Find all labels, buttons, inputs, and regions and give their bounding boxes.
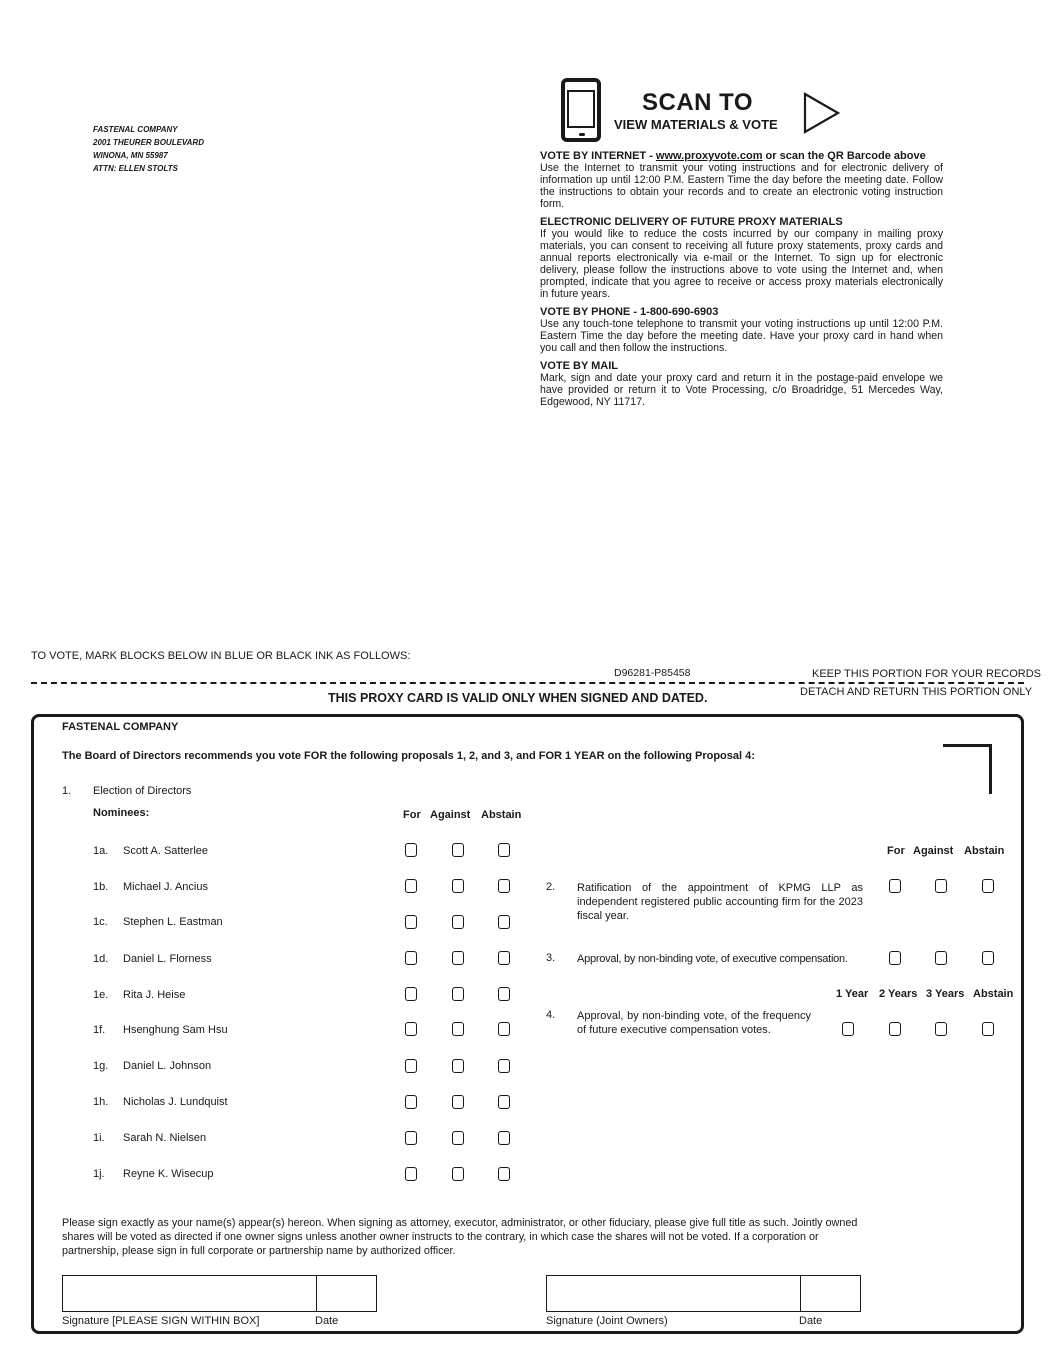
nominee-abstain-checkbox[interactable] (498, 879, 510, 893)
nominee-against-checkbox[interactable] (452, 1131, 464, 1145)
nominee-abstain-checkbox[interactable] (498, 1095, 510, 1109)
against-header: Against (430, 809, 471, 821)
smartphone-icon (561, 78, 601, 142)
two-years-header: 2 Years (879, 988, 918, 1000)
proposal3-against-checkbox[interactable] (935, 951, 947, 965)
ink-instruction: TO VOTE, MARK BLOCKS BELOW IN BLUE OR BLACK INK AS FOLLOWS: (31, 650, 411, 662)
board-recommendation: The Board of Directors recommends you vote FOR the following proposals 1, 2, and 3, and FOR 1 YEAR on the following Proposal 4: (62, 750, 755, 762)
joint-date-divider (800, 1276, 801, 1311)
nominee-id: 1a. (93, 845, 109, 857)
scan-subtitle: VIEW MATERIALS & VOTE (614, 117, 778, 132)
proposal4-three-years-checkbox[interactable] (935, 1022, 947, 1036)
signing-instructions: Please sign exactly as your name(s) appear(s) hereon. When signing as attorney, executor, administrator, or other fiduciary, please give full title as such. Jointly owned shares will be voted as directed if one owner signs unless another owner instructs to the contrary, in which case the shares will not be voted. If a corporation or partnership, please sign in full corporate or partnership name by authorized officer. (62, 1217, 858, 1257)
nominee-against-checkbox[interactable] (452, 1167, 464, 1181)
proposal1-text: Election of Directors (93, 785, 192, 797)
corner-mark (943, 744, 992, 794)
joint-signature-box[interactable] (546, 1275, 861, 1312)
nominee-for-checkbox[interactable] (405, 951, 417, 965)
return-address-line: WINONA, MN 55987 (93, 151, 168, 160)
phone-heading: VOTE BY PHONE - 1-800-690-6903 (540, 306, 719, 318)
mail-body: Mark, sign and date your proxy card and return it in the postage-paid envelope we have provided or return it to Vote Processing, c/o Broadridge, 51 Mercedes Way, Edgewood, NY 11717. (540, 372, 943, 408)
nominee-against-checkbox[interactable] (452, 1059, 464, 1073)
nominee-for-checkbox[interactable] (405, 915, 417, 929)
return-address-line: ATTN: ELLEN STOLTS (93, 164, 178, 173)
signature-box[interactable] (62, 1275, 377, 1312)
nominee-abstain-checkbox[interactable] (498, 1022, 510, 1036)
nominee-name: Daniel L. Florness (123, 953, 212, 965)
nominee-name: Hsenghung Sam Hsu (123, 1024, 228, 1036)
phone-body: Use any touch-tone telephone to transmit your voting instructions up until 12:00 P.M. Eastern Time the day before the meeting date. Have your proxy card in hand when you call and then follow the instructions. (540, 318, 943, 354)
proposal4-one-year-checkbox[interactable] (842, 1022, 854, 1036)
nominee-for-checkbox[interactable] (405, 1022, 417, 1036)
joint-date-label: Date (799, 1315, 823, 1327)
abstain-header: Abstain (481, 809, 522, 821)
three-years-header: 3 Years (926, 988, 965, 1000)
detach-line (31, 682, 1024, 684)
proposal3-number: 3. (546, 952, 556, 964)
keep-portion-label: KEEP THIS PORTION FOR YOUR RECORDS (812, 668, 1042, 680)
nominee-name: Scott A. Satterlee (123, 845, 208, 857)
proposal4-text: Approval, by non-binding vote, of the frequency of future executive compensation votes. (577, 1010, 811, 1036)
nominee-id: 1h. (93, 1096, 109, 1108)
proposal2-for-checkbox[interactable] (889, 879, 901, 893)
freq-abstain-header: Abstain (973, 988, 1014, 1000)
nominee-id: 1d. (93, 953, 109, 965)
proposal1-number: 1. (62, 785, 72, 797)
internet-heading: VOTE BY INTERNET - www.proxyvote.com or scan the QR Barcode above (540, 150, 926, 162)
nominee-for-checkbox[interactable] (405, 1059, 417, 1073)
nominee-id: 1b. (93, 881, 109, 893)
play-arrow-icon (803, 92, 841, 134)
nominee-name: Michael J. Ancius (123, 881, 208, 893)
nominee-against-checkbox[interactable] (452, 915, 464, 929)
proxyvote-link[interactable]: www.proxyvote.com (655, 150, 763, 162)
nominee-id: 1e. (93, 989, 109, 1001)
p2-abstain-header: Abstain (964, 845, 1005, 857)
nominee-abstain-checkbox[interactable] (498, 987, 510, 1001)
valid-notice: THIS PROXY CARD IS VALID ONLY WHEN SIGNED AND DATED. (328, 691, 708, 705)
for-header: For (403, 809, 421, 821)
proposal3-abstain-checkbox[interactable] (982, 951, 994, 965)
p2-against-header: Against (913, 845, 954, 857)
nominee-abstain-checkbox[interactable] (498, 1131, 510, 1145)
nominee-id: 1j. (93, 1168, 105, 1180)
nominee-for-checkbox[interactable] (405, 987, 417, 1001)
nominee-for-checkbox[interactable] (405, 1167, 417, 1181)
return-address-line: FASTENAL COMPANY (93, 125, 178, 134)
nominee-name: Reyne K. Wisecup (123, 1168, 214, 1180)
nominee-for-checkbox[interactable] (405, 843, 417, 857)
return-address-line: 2001 THEURER BOULEVARD (93, 138, 204, 147)
proposal4-two-years-checkbox[interactable] (889, 1022, 901, 1036)
proposal3-text: Approval, by non-binding vote, of executive compensation. (577, 953, 848, 965)
nominee-against-checkbox[interactable] (452, 879, 464, 893)
internet-body: Use the Internet to transmit your voting instructions and for electronic delivery of information up until 12:00 P.M. Eastern Time the day before the meeting date. Follow the instructions to obtain your records and to create an electronic voting instruction form. (540, 162, 943, 210)
nominee-id: 1g. (93, 1060, 109, 1072)
nominee-name: Rita J. Heise (123, 989, 186, 1001)
nominee-for-checkbox[interactable] (405, 1095, 417, 1109)
nominee-against-checkbox[interactable] (452, 843, 464, 857)
nominee-abstain-checkbox[interactable] (498, 915, 510, 929)
nominee-name: Sarah N. Nielsen (123, 1132, 207, 1144)
detach-portion-label: DETACH AND RETURN THIS PORTION ONLY (800, 686, 1033, 698)
one-year-header: 1 Year (836, 988, 869, 1000)
proposal3-for-checkbox[interactable] (889, 951, 901, 965)
nominee-for-checkbox[interactable] (405, 1131, 417, 1145)
nominee-id: 1f. (93, 1024, 106, 1036)
nominee-abstain-checkbox[interactable] (498, 843, 510, 857)
signature-label: Signature [PLEASE SIGN WITHIN BOX] (62, 1315, 260, 1327)
nominee-against-checkbox[interactable] (452, 987, 464, 1001)
proposal4-number: 4. (546, 1009, 556, 1021)
nominee-name: Stephen L. Eastman (123, 916, 223, 928)
proposal4-abstain-checkbox[interactable] (982, 1022, 994, 1036)
proposal2-abstain-checkbox[interactable] (982, 879, 994, 893)
electronic-heading: ELECTRONIC DELIVERY OF FUTURE PROXY MATERIALS (540, 216, 843, 228)
nominee-id: 1c. (93, 916, 108, 928)
nominee-against-checkbox[interactable] (452, 1095, 464, 1109)
nominee-abstain-checkbox[interactable] (498, 951, 510, 965)
nominees-label: Nominees: (93, 807, 150, 819)
joint-signature-label: Signature (Joint Owners) (546, 1315, 668, 1327)
return-address (93, 123, 204, 175)
signature-date-label: Date (315, 1315, 339, 1327)
nominee-name: Nicholas J. Lundquist (123, 1096, 228, 1108)
nominee-against-checkbox[interactable] (452, 951, 464, 965)
voting-instructions (540, 150, 943, 408)
electronic-body: If you would like to reduce the costs incurred by our company in mailing proxy materials, you can consent to receiving all future proxy statements, proxy cards and annual reports electronically via e-mail or the Internet. To sign up for electronic delivery, please follow the instructions above to vote using the Internet and, when prompted, indicate that you agree to receive or access proxy materials electronically in future years. (540, 228, 943, 300)
p2-for-header: For (887, 845, 905, 857)
scan-title: SCAN TO (642, 89, 754, 116)
nominee-abstain-checkbox[interactable] (498, 1167, 510, 1181)
card-company-name: FASTENAL COMPANY (62, 721, 179, 733)
mail-heading: VOTE BY MAIL (540, 360, 619, 372)
nominee-id: 1i. (93, 1132, 105, 1144)
proposal2-text: Ratification of the appointment of KPMG LLP as independent registered public accounting firm for the 2023 fiscal year. (577, 882, 863, 922)
proposal2-number: 2. (546, 881, 556, 893)
proposal2-against-checkbox[interactable] (935, 879, 947, 893)
control-number: D96281-P85458 (614, 667, 691, 679)
nominee-against-checkbox[interactable] (452, 1022, 464, 1036)
nominee-name: Daniel L. Johnson (123, 1060, 212, 1072)
signature-date-divider (316, 1276, 317, 1311)
nominee-abstain-checkbox[interactable] (498, 1059, 510, 1073)
nominee-for-checkbox[interactable] (405, 879, 417, 893)
